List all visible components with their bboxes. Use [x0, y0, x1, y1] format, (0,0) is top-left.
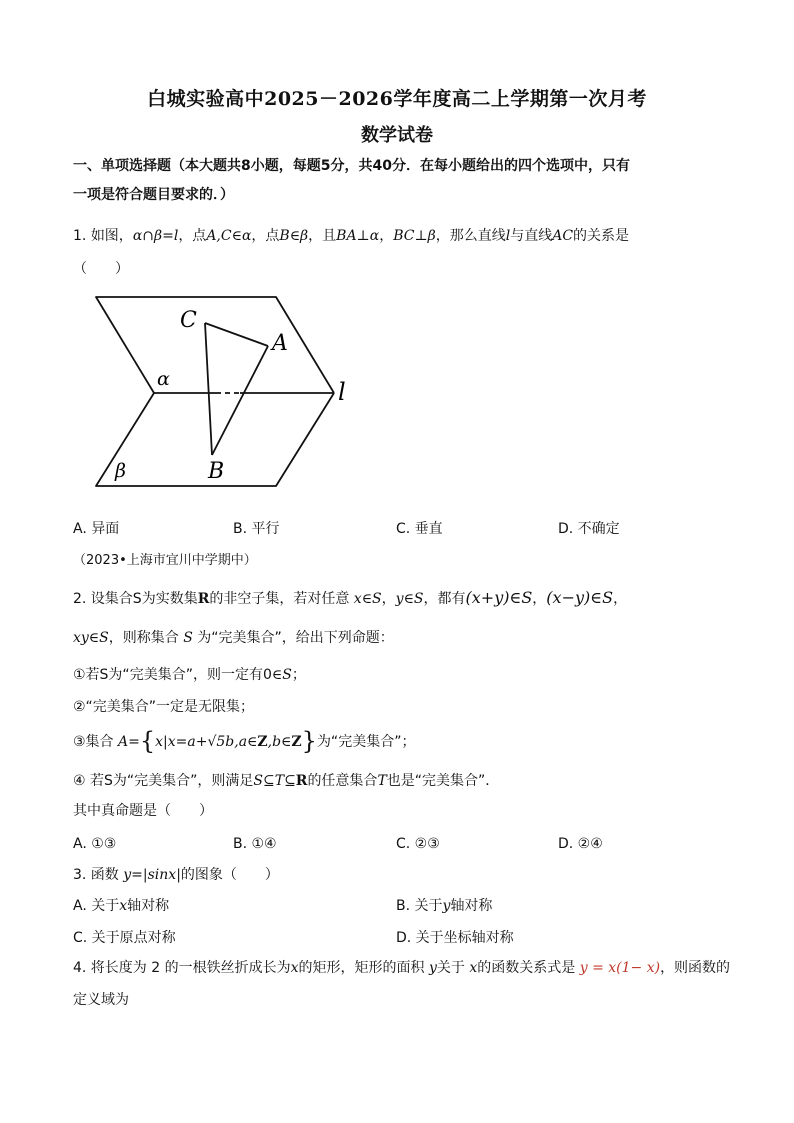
option-text: 轴对称: [450, 898, 493, 914]
statement-text: 的任意集合: [307, 773, 378, 789]
segment-AB: [212, 346, 268, 455]
math-expr: (x+y)∈S: [465, 588, 533, 607]
stem-text: ，: [613, 591, 628, 607]
q3-option-a: [73, 896, 169, 916]
q3-option-d: D. 关于坐标轴对称: [396, 930, 514, 946]
question-4-stem: [73, 958, 730, 978]
stem-text: 4. 将长度为 2 的一根铁丝折成长为: [73, 960, 291, 976]
math-expr: AC: [552, 228, 574, 244]
stem-text: 关于: [436, 960, 465, 976]
math-expr: A,C∈α: [206, 228, 252, 244]
stem-text: ，点: [251, 228, 280, 244]
q1-option-c: C. 垂直: [396, 521, 443, 537]
question-4-line2: 定义域为: [73, 992, 129, 1008]
segment-CA: [205, 323, 268, 346]
stem-text: ，: [381, 591, 396, 607]
stem-text: 2. 设集合S为实数集: [73, 591, 198, 607]
math-expr: y: [442, 898, 451, 914]
math-expr: B∈β: [279, 228, 309, 244]
math-expr: x: [119, 898, 128, 914]
label-C: C: [180, 308, 197, 333]
question-1-stem: [73, 226, 629, 246]
stem-text: 与直线: [510, 228, 553, 244]
math-expr: l: [505, 228, 511, 244]
math-symbol: R: [295, 773, 308, 789]
segment-CB: [205, 323, 212, 455]
statement-4: [73, 771, 499, 791]
question-1-answer-blank: （ ）: [73, 261, 129, 277]
label-l: l: [338, 378, 346, 406]
stem-text: 的关系是: [573, 228, 630, 244]
stem-text: 的图象（ ）: [180, 867, 279, 883]
stem-text: ，都有: [423, 591, 466, 607]
statement-3: [73, 727, 416, 755]
math-expr: ,b∈: [267, 734, 292, 750]
label-alpha: α: [157, 368, 170, 390]
math-expr: BA⊥α: [336, 228, 380, 244]
statement-text: ③集合: [73, 734, 114, 750]
math-symbol: Z: [257, 734, 268, 750]
question-3-stem: [73, 865, 279, 885]
math-expr: S: [183, 630, 193, 646]
math-expr: T: [377, 773, 387, 789]
q1-option-b: B. 平行: [233, 521, 280, 537]
label-beta: β: [115, 460, 126, 482]
section-heading-line1: 一、单项选择题（本大题共8小题，每题5分，共40分．在每小题给出的四个选项中，只有: [73, 158, 630, 174]
math-expr: BC⊥β: [393, 228, 436, 244]
math-expr: (x−y)∈S: [546, 588, 614, 607]
math-expr: x∈S: [353, 591, 382, 607]
math-expr: ∈S: [271, 667, 292, 683]
stem-text: 为“完美集合”，给出下列命题：: [197, 630, 394, 646]
option-text: 轴对称: [127, 898, 170, 914]
q2-option-d: D. ②④: [558, 836, 603, 852]
stem-text: 的矩形，矩形的面积: [298, 960, 425, 976]
statement-text: ①若S为“完美集合”，则一定有0: [73, 667, 272, 683]
option-text: B. 关于: [396, 898, 443, 914]
statement-2: ②“完美集合”一定是无限集；: [73, 699, 255, 715]
math-expr: S⊆T⊆: [253, 773, 296, 789]
question-number: 1.: [73, 228, 87, 244]
question-2-ask: 其中真命题是（ ）: [73, 803, 213, 819]
statement-text: 也是“完美集合”．: [386, 773, 500, 789]
statement-1: [73, 665, 306, 685]
math-expr: α∩β=l: [132, 228, 179, 244]
stem-text: ，点: [178, 228, 207, 244]
q2-option-b: B. ①④: [233, 836, 277, 852]
q3-option-b: [396, 896, 492, 916]
statement-text: ；: [291, 667, 306, 683]
stem-text: 3. 函数: [73, 867, 119, 883]
label-A: A: [272, 331, 288, 356]
stem-text: ，: [532, 591, 547, 607]
math-expr: A=: [118, 734, 140, 750]
question-2-line2: [73, 628, 394, 648]
stem-text: 的函数关系式是: [477, 960, 576, 976]
plane-alpha-outline: [96, 297, 334, 393]
stem-text: ，则称集合: [108, 630, 179, 646]
question-2-line1: [73, 588, 627, 609]
math-formula: y = x(1− x): [579, 960, 661, 976]
math-expr: xy∈S: [73, 630, 109, 646]
exam-title: 白城实验高中2025－2026学年度高二上学期第一次月考: [147, 88, 647, 110]
option-text: A. 关于: [73, 898, 120, 914]
stem-text: ，: [379, 228, 394, 244]
math-symbol: R: [197, 591, 210, 607]
statement-text: 为“完美集合”；: [316, 734, 416, 750]
exam-subtitle: 数学试卷: [361, 125, 433, 146]
stem-text: 如图，: [90, 228, 133, 244]
source-note: （2023•上海市宜川中学期中）: [73, 553, 257, 568]
math-symbol: Z: [291, 734, 302, 750]
left-brace: {: [139, 727, 156, 755]
q2-option-c: C. ②③: [396, 836, 440, 852]
stem-text: 的非空子集，若对任意: [209, 591, 350, 607]
q1-option-a: A. 异面: [73, 521, 120, 537]
label-B: B: [208, 459, 225, 484]
math-expr: y: [428, 960, 437, 976]
math-expr: x|x=a+√5b,a∈: [155, 734, 258, 750]
stem-text: ，且: [308, 228, 337, 244]
q3-option-c: C. 关于原点对称: [73, 930, 176, 946]
math-expr: y=|sinx|: [123, 867, 181, 883]
statement-text: ④ 若S为“完美集合”，则满足: [73, 773, 254, 789]
section-heading-line2: 一项是符合题目要求的．）: [73, 187, 234, 203]
math-expr: y∈S: [395, 591, 424, 607]
right-brace: }: [301, 727, 317, 755]
q2-option-a: A. ①③: [73, 836, 117, 852]
stem-text: ，那么直线: [435, 228, 506, 244]
stem-text: ，则函数的: [660, 960, 731, 976]
planes-figure: [80, 285, 370, 500]
math-expr: x: [469, 960, 478, 976]
math-expr: x: [290, 960, 299, 976]
q1-option-d: D. 不确定: [558, 521, 620, 537]
